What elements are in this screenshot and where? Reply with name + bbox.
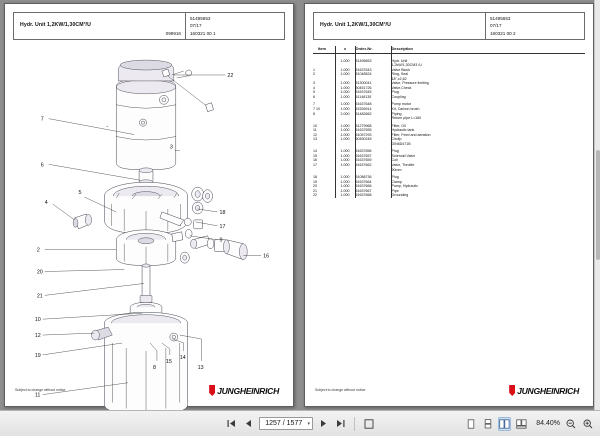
callout-3: 3 [169, 144, 173, 151]
cell-quantity: 1.000 [335, 133, 355, 138]
hydraulic-tank-part [104, 312, 187, 414]
cell-quantity: 1.000 [335, 107, 355, 112]
cell-item: 10 [313, 124, 335, 129]
cell-description: Clamp [391, 179, 402, 184]
callout-13: 13 [197, 364, 204, 371]
zoom-in-button[interactable] [581, 417, 594, 431]
cell-order-number: 51637662 [355, 163, 391, 168]
cell-order-number: 51526914 [355, 107, 391, 112]
callout-16: 16 [263, 253, 270, 260]
footer-note-right: Subject to change without notice [315, 388, 366, 392]
cell-description: Circlip [391, 137, 402, 142]
logo-wordmark-left: JUNGHEINRICH [217, 385, 279, 396]
cell-order-number: 50451726 [355, 86, 391, 91]
continuous-scroll-button[interactable] [481, 417, 494, 431]
col-header-order: Order-Nr. [355, 46, 391, 54]
callout-4: 4 [44, 200, 48, 207]
book-view-button[interactable] [515, 417, 528, 431]
callout-20: 20 [36, 269, 43, 276]
page-right[interactable] [304, 3, 594, 407]
cell-quantity: 1.000 [335, 72, 355, 77]
parts-table [313, 46, 585, 198]
logo-wordmark-right: JUNGHEINRICH [517, 385, 579, 396]
cell-item: 22 [313, 193, 335, 198]
cell-item: 13 [313, 137, 335, 142]
cell-quantity: 2.000 [335, 112, 355, 117]
cell-quantity: 1.000 [335, 158, 355, 163]
cell-item: 7 10 [313, 107, 335, 112]
pressure-valve-part [73, 214, 91, 229]
cell-description: Valve, Pressure limiting [391, 81, 429, 86]
zoom-level-label: 84.40% [536, 420, 560, 427]
col-header-qty: x [335, 46, 355, 54]
cell-quantity: 1.000 [335, 128, 355, 133]
cell-item: 11 [313, 128, 335, 133]
cell-item: 21 [313, 189, 335, 194]
view-mode-group [464, 417, 594, 431]
cell-quantity: 1.000 [335, 86, 355, 91]
pump-motor-part [116, 60, 191, 169]
revision: 07/17 [190, 23, 202, 29]
vertical-scrollbar[interactable] [594, 0, 600, 410]
valve-plate-part [116, 230, 176, 266]
parts-table-header-row [313, 46, 585, 54]
title-block-left-meta [186, 13, 284, 39]
cell-description: Grounding [391, 193, 409, 198]
cell-description: Coupling [391, 94, 406, 99]
cell-description: Plug [391, 149, 399, 154]
cell-order-number: 51637668 [355, 193, 391, 198]
page-navigation-group [225, 417, 375, 431]
cell-order-number[interactable]: 51495653 [355, 59, 391, 64]
jungheinrich-logo-right [509, 385, 579, 396]
cell-order-number: 51482662 [355, 112, 391, 117]
cell-item: 20 [313, 184, 335, 189]
page-indicator-text: 1257 / 1577 [265, 420, 303, 427]
cell-item: 2 [313, 72, 335, 77]
cell-description: 18",x2,62 [391, 76, 407, 81]
cell-description: Pipe [391, 188, 399, 193]
cell-description: Pump motor [391, 102, 412, 107]
valve-block-part [104, 182, 191, 234]
cell-quantity: 1.000 [335, 90, 355, 95]
callout-15: 15 [165, 358, 172, 365]
sheet-number: 160321 00 1 [190, 30, 216, 36]
title-block-right [313, 12, 585, 40]
cell-item: 1 [313, 68, 335, 73]
cell-description: Filter, Feed and aeration [391, 132, 431, 137]
footer-note-left: Subject to change without notice [15, 388, 66, 392]
cell-description: Return pipe L=160 [391, 116, 422, 121]
cell-description: Piping [391, 111, 402, 116]
callout-2: 2 [36, 247, 40, 254]
cell-quantity: 1.000 [335, 193, 355, 198]
cell-order-number: 51637657 [355, 154, 391, 159]
cell-quantity: 1.000 [335, 189, 355, 194]
first-page-button[interactable] [225, 417, 238, 431]
cell-description: Plug [391, 175, 399, 180]
doc-number-right: 51495653 [490, 16, 511, 21]
callout-22: 22 [227, 72, 234, 79]
cell-order-number: 51637655 [355, 128, 391, 133]
parts-table-body [313, 54, 585, 198]
callout-6: 6 [40, 162, 44, 169]
jungheinrich-shield-icon-right [509, 385, 516, 396]
cell-order-number: 51637648 [355, 102, 391, 107]
cell-description: Ring, Seal [391, 72, 409, 77]
cell-order-number: 51637643 [355, 68, 391, 73]
cell-item: 6 [313, 95, 335, 100]
cell-quantity: 1.000 [335, 154, 355, 159]
page-title-right: Hydr. Unit 1,2KW/1,30CM³/U [320, 22, 391, 28]
callout-18: 18 [219, 209, 226, 216]
cell-quantity: 1.000 [335, 102, 355, 107]
chevron-down-icon[interactable]: ▾ [307, 420, 310, 427]
next-page-button[interactable] [317, 417, 330, 431]
callout-19: 19 [34, 352, 41, 359]
cell-quantity: 1.000 [335, 68, 355, 73]
cell-item: 5 [313, 90, 335, 95]
cell-order-number: 50450245 [355, 137, 391, 142]
fit-page-button[interactable] [362, 417, 375, 431]
page-left[interactable] [4, 3, 294, 407]
previous-page-button[interactable] [242, 417, 255, 431]
page-number-input[interactable] [259, 417, 313, 430]
callout-5: 5 [78, 190, 82, 197]
cell-quantity: 1.000 [335, 59, 355, 64]
callout-12: 12 [34, 333, 41, 340]
title-block-left-main [14, 13, 186, 39]
title-block-right-main [314, 13, 486, 39]
cell-item: 15 [313, 154, 335, 159]
cell-description: Solenoid Valve [391, 153, 416, 158]
cell-item: 18 [313, 175, 335, 180]
cell-description: Hydr. Unit [391, 58, 408, 63]
callout-8: 8 [152, 364, 156, 371]
cell-quantity: 1.000 [335, 163, 355, 168]
cell-item: 8 [313, 112, 335, 117]
table-row[interactable] [313, 193, 585, 198]
single-page-view-button[interactable] [464, 417, 477, 431]
cell-description: Valve,Check [391, 85, 412, 90]
jungheinrich-shield-icon [209, 385, 216, 396]
cell-quantity: 1.000 [335, 137, 355, 142]
page-title: Hydr. Unit 1,2KW/1,30CM³/U [20, 22, 91, 28]
callout-21: 21 [36, 293, 43, 300]
cell-order-number: 51637645 [355, 90, 391, 95]
revision-right: 07/17 [490, 23, 502, 29]
scrollbar-thumb[interactable] [596, 150, 600, 260]
cell-order-number: 51637667 [355, 189, 391, 194]
cell-order-number: 51637659 [355, 158, 391, 163]
cell-item: 3 [313, 81, 335, 86]
doc-number: 51495653 [190, 16, 211, 21]
cell-item: 14 [313, 149, 335, 154]
cell-order-number: 51637656 [355, 149, 391, 154]
cell-quantity: 1.000 [335, 175, 355, 180]
drawing-code: 099916 [165, 31, 181, 36]
cell-quantity: 1.000 [335, 184, 355, 189]
cell-quantity: 1.000 [335, 149, 355, 154]
cell-description: Filter, Oil [391, 123, 406, 128]
viewer-toolbar[interactable] [0, 410, 600, 436]
callout-7: 7 [40, 116, 44, 123]
cell-description: DIN6D471B [391, 141, 411, 146]
cell-description: Valve, Throttle [391, 162, 415, 167]
cell-item: 19 [313, 180, 335, 185]
cell-order-number: 51279968 [355, 124, 391, 129]
cell-description: Kit, Carbon brush [391, 106, 420, 111]
cell-quantity: 1.000 [335, 180, 355, 185]
jungheinrich-logo-left [209, 385, 279, 396]
cell-quantity: 1.000 [335, 81, 355, 86]
cell-order-number: 51637666 [355, 184, 391, 189]
cell-item: 17 [313, 163, 335, 168]
cell-order-number: 51300041 [355, 81, 391, 86]
cell-quantity: 1.000 [335, 95, 355, 100]
cell-description: Plug [391, 90, 399, 95]
cell-item: 7 [313, 102, 335, 107]
callout-17: 17 [219, 223, 226, 230]
cell-description: Hydraulic tank [391, 128, 415, 133]
cell-item: 4 [313, 86, 335, 91]
callout-14: 14 [179, 354, 186, 361]
cell-order-number: 51088736 [355, 175, 391, 180]
sheet-number-right: 160321 00 2 [490, 30, 516, 36]
cell-description: Pump, Hydraulic [391, 184, 418, 189]
cell-order-number: 51637664 [355, 180, 391, 185]
col-header-item: Item [313, 46, 335, 54]
cell-order-number: 51148135 [355, 95, 391, 100]
two-page-view-button[interactable] [498, 417, 511, 431]
cell-description: 90mm [391, 167, 402, 172]
cell-description: Coil [391, 158, 398, 163]
callout-9: 9 [219, 237, 223, 244]
title-block-right-meta [486, 13, 584, 39]
col-header-description: Description [391, 46, 585, 54]
cell-item: 16 [313, 158, 335, 163]
cell-quantity: 1.000 [335, 124, 355, 129]
cell-order-number: 51057293 [355, 133, 391, 138]
callout-10: 10 [34, 317, 41, 324]
zoom-out-button[interactable] [564, 417, 577, 431]
last-page-button[interactable] [334, 417, 347, 431]
callout-11: 11 [34, 392, 41, 399]
parts-list [313, 46, 585, 370]
toolbar-divider [354, 417, 355, 431]
title-block-left [13, 12, 285, 40]
pipe-part [140, 264, 152, 302]
cell-description: 1,2kW/1,30CM3 /U [391, 63, 422, 68]
cell-description: Valve Block [391, 67, 411, 72]
cell-order-number: 51048524 [355, 72, 391, 77]
cell-item: 12 [313, 133, 335, 138]
